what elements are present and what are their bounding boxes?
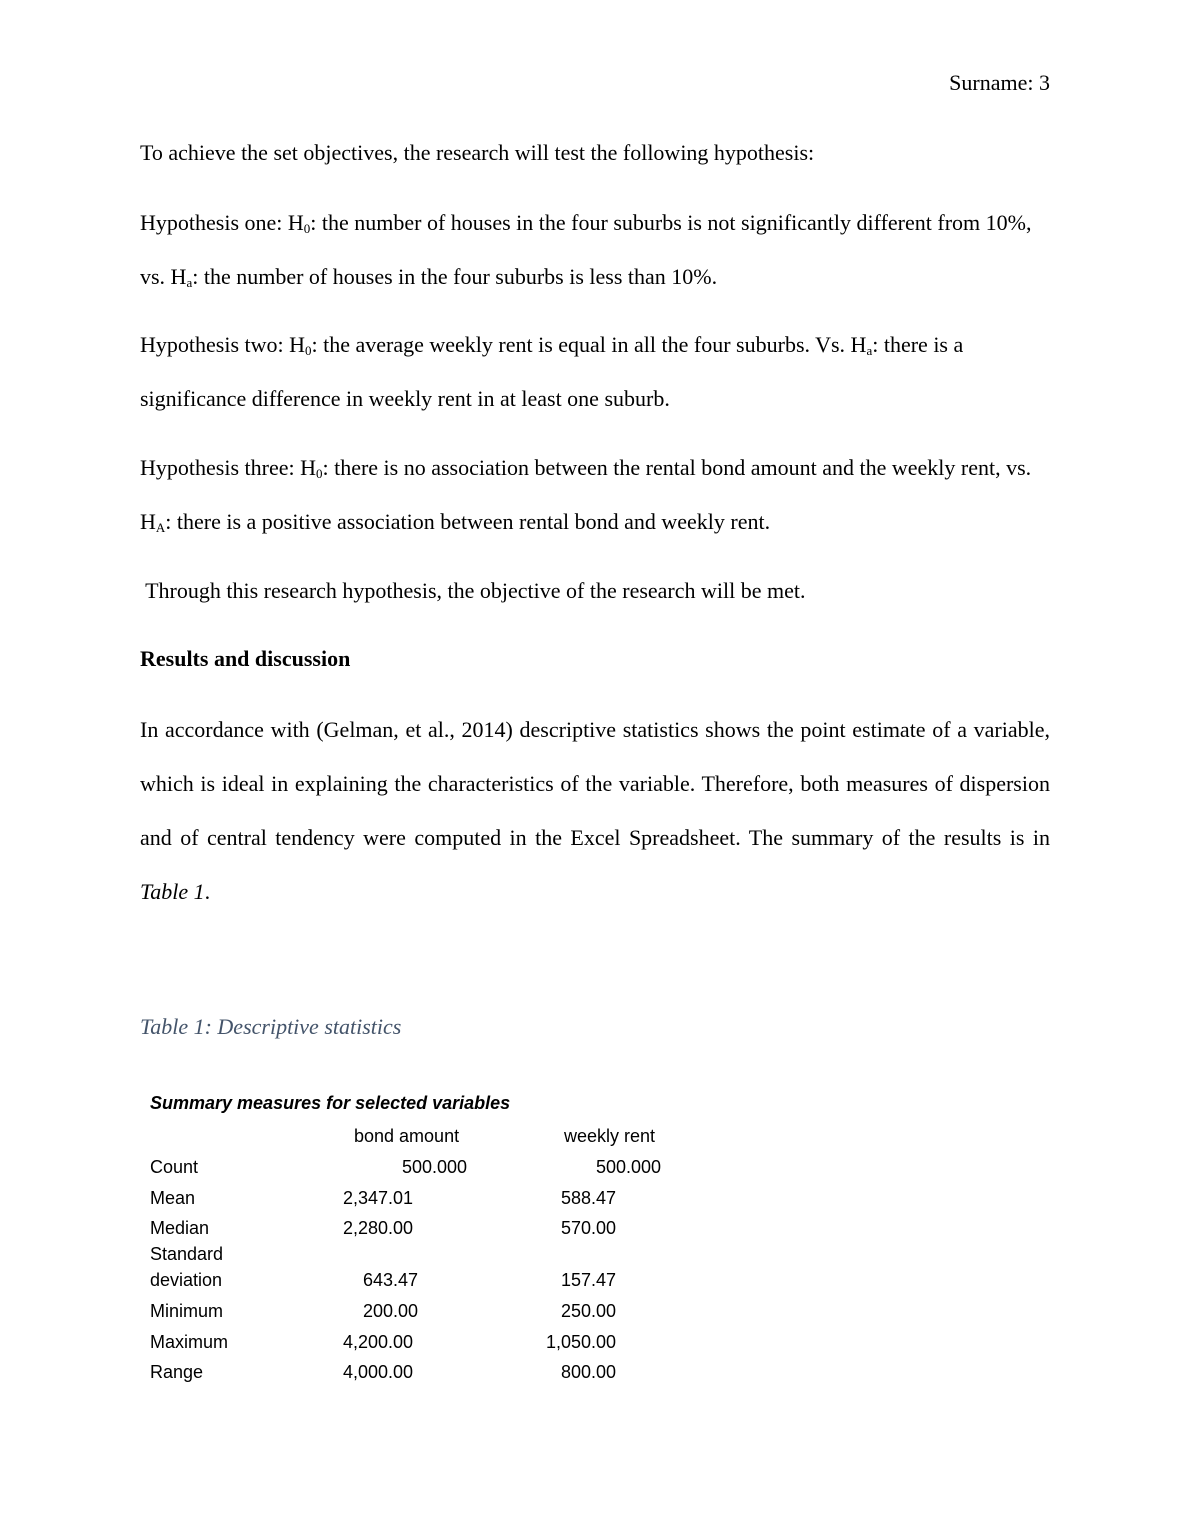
results-heading: Results and discussion: [140, 646, 351, 671]
hypothesis-one-null-subscript: 0: [303, 221, 311, 236]
hypothesis-two-alt-subscript: a: [866, 343, 873, 358]
hypothesis-one-null-text: : the number of houses in the four suburbs is not significantly different from 10%, vs. H: [140, 210, 1032, 289]
row-label-standard: Standard: [150, 1244, 224, 1264]
hypothesis-two-null-subscript: 0: [305, 343, 312, 358]
column-header-weekly-rent: weekly rent: [564, 1126, 656, 1146]
table-title: Summary measures for selected variables: [150, 1093, 511, 1113]
column-header-bond-amount: bond amount: [354, 1126, 460, 1146]
cell-std-bond: 643.47: [363, 1270, 419, 1290]
page-header: Surname: 3: [949, 70, 1050, 95]
cell-count-bond: 500.000: [402, 1157, 468, 1177]
cell-std-rent: 157.47: [561, 1270, 617, 1290]
hypothesis-two-null-text: : the average weekly rent is equal in all the four suburbs. Vs. H: [311, 332, 867, 357]
hypothesis-three-null-text: : there is no association between the rental bond amount and the weekly rent, vs. H: [140, 455, 1032, 534]
hypothesis-two-label: Hypothesis two: H: [140, 332, 305, 357]
results-paragraph: [140, 703, 1050, 919]
cell-range-rent: 800.00: [561, 1362, 617, 1382]
cell-maximum-rent: 1,050.00: [546, 1332, 617, 1352]
cell-mean-rent: 588.47: [561, 1188, 617, 1208]
results-paragraph-text: In accordance with (Gelman, et al., 2014) descriptive statistics shows the point estimate of a variable, which is ideal in explaining the characteristics of the variable. Therefore, both measures of dispersion and of central tendency were computed in the Excel Spreadsheet. The summary of the results is in: [140, 717, 1050, 850]
table-reference: Table 1: [140, 879, 205, 904]
hypothesis-two-alt-text: : there is a significance difference in weekly rent in at least one suburb.: [140, 332, 964, 411]
hypothesis-three-null-subscript: 0: [315, 466, 323, 481]
row-label-range: Range: [150, 1362, 204, 1382]
intro-paragraph: To achieve the set objectives, the research will test the following hypothesis:: [140, 140, 815, 165]
hypothesis-three: [140, 441, 1050, 549]
row-label-maximum: Maximum: [150, 1332, 229, 1352]
cell-maximum-bond: 4,200.00: [343, 1332, 414, 1352]
hypothesis-three-label: Hypothesis three: H: [140, 455, 316, 480]
hypothesis-two: [140, 318, 1050, 426]
row-label-mean: Mean: [150, 1188, 196, 1208]
results-paragraph-end: .: [204, 879, 211, 904]
cell-minimum-rent: 250.00: [561, 1301, 617, 1321]
hypothesis-one-alt-text: : the number of houses in the four suburbs is less than 10%.: [192, 264, 718, 289]
hypothesis-one-label: Hypothesis one: H: [140, 210, 304, 235]
row-label-minimum: Minimum: [150, 1301, 224, 1321]
row-label-deviation: deviation: [150, 1270, 223, 1290]
hypothesis-three-alt-text: : there is a positive association between rental bond and weekly rent.: [165, 509, 771, 534]
hypothesis-one-alt-subscript: a: [186, 275, 193, 290]
closing-paragraph: Through this research hypothesis, the objective of the research will be met.: [140, 578, 806, 603]
cell-minimum-bond: 200.00: [363, 1301, 419, 1321]
cell-median-rent: 570.00: [561, 1218, 617, 1238]
hypothesis-one: [140, 196, 1050, 304]
row-label-median: Median: [150, 1218, 210, 1238]
cell-count-rent: 500.000: [596, 1157, 662, 1177]
hypothesis-three-alt-subscript: A: [155, 520, 166, 535]
cell-median-bond: 2,280.00: [343, 1218, 414, 1238]
cell-mean-bond: 2,347.01: [343, 1188, 414, 1208]
table-caption: Table 1: Descriptive statistics: [140, 1014, 402, 1039]
cell-range-bond: 4,000.00: [343, 1362, 414, 1382]
row-label-count: Count: [150, 1157, 199, 1177]
